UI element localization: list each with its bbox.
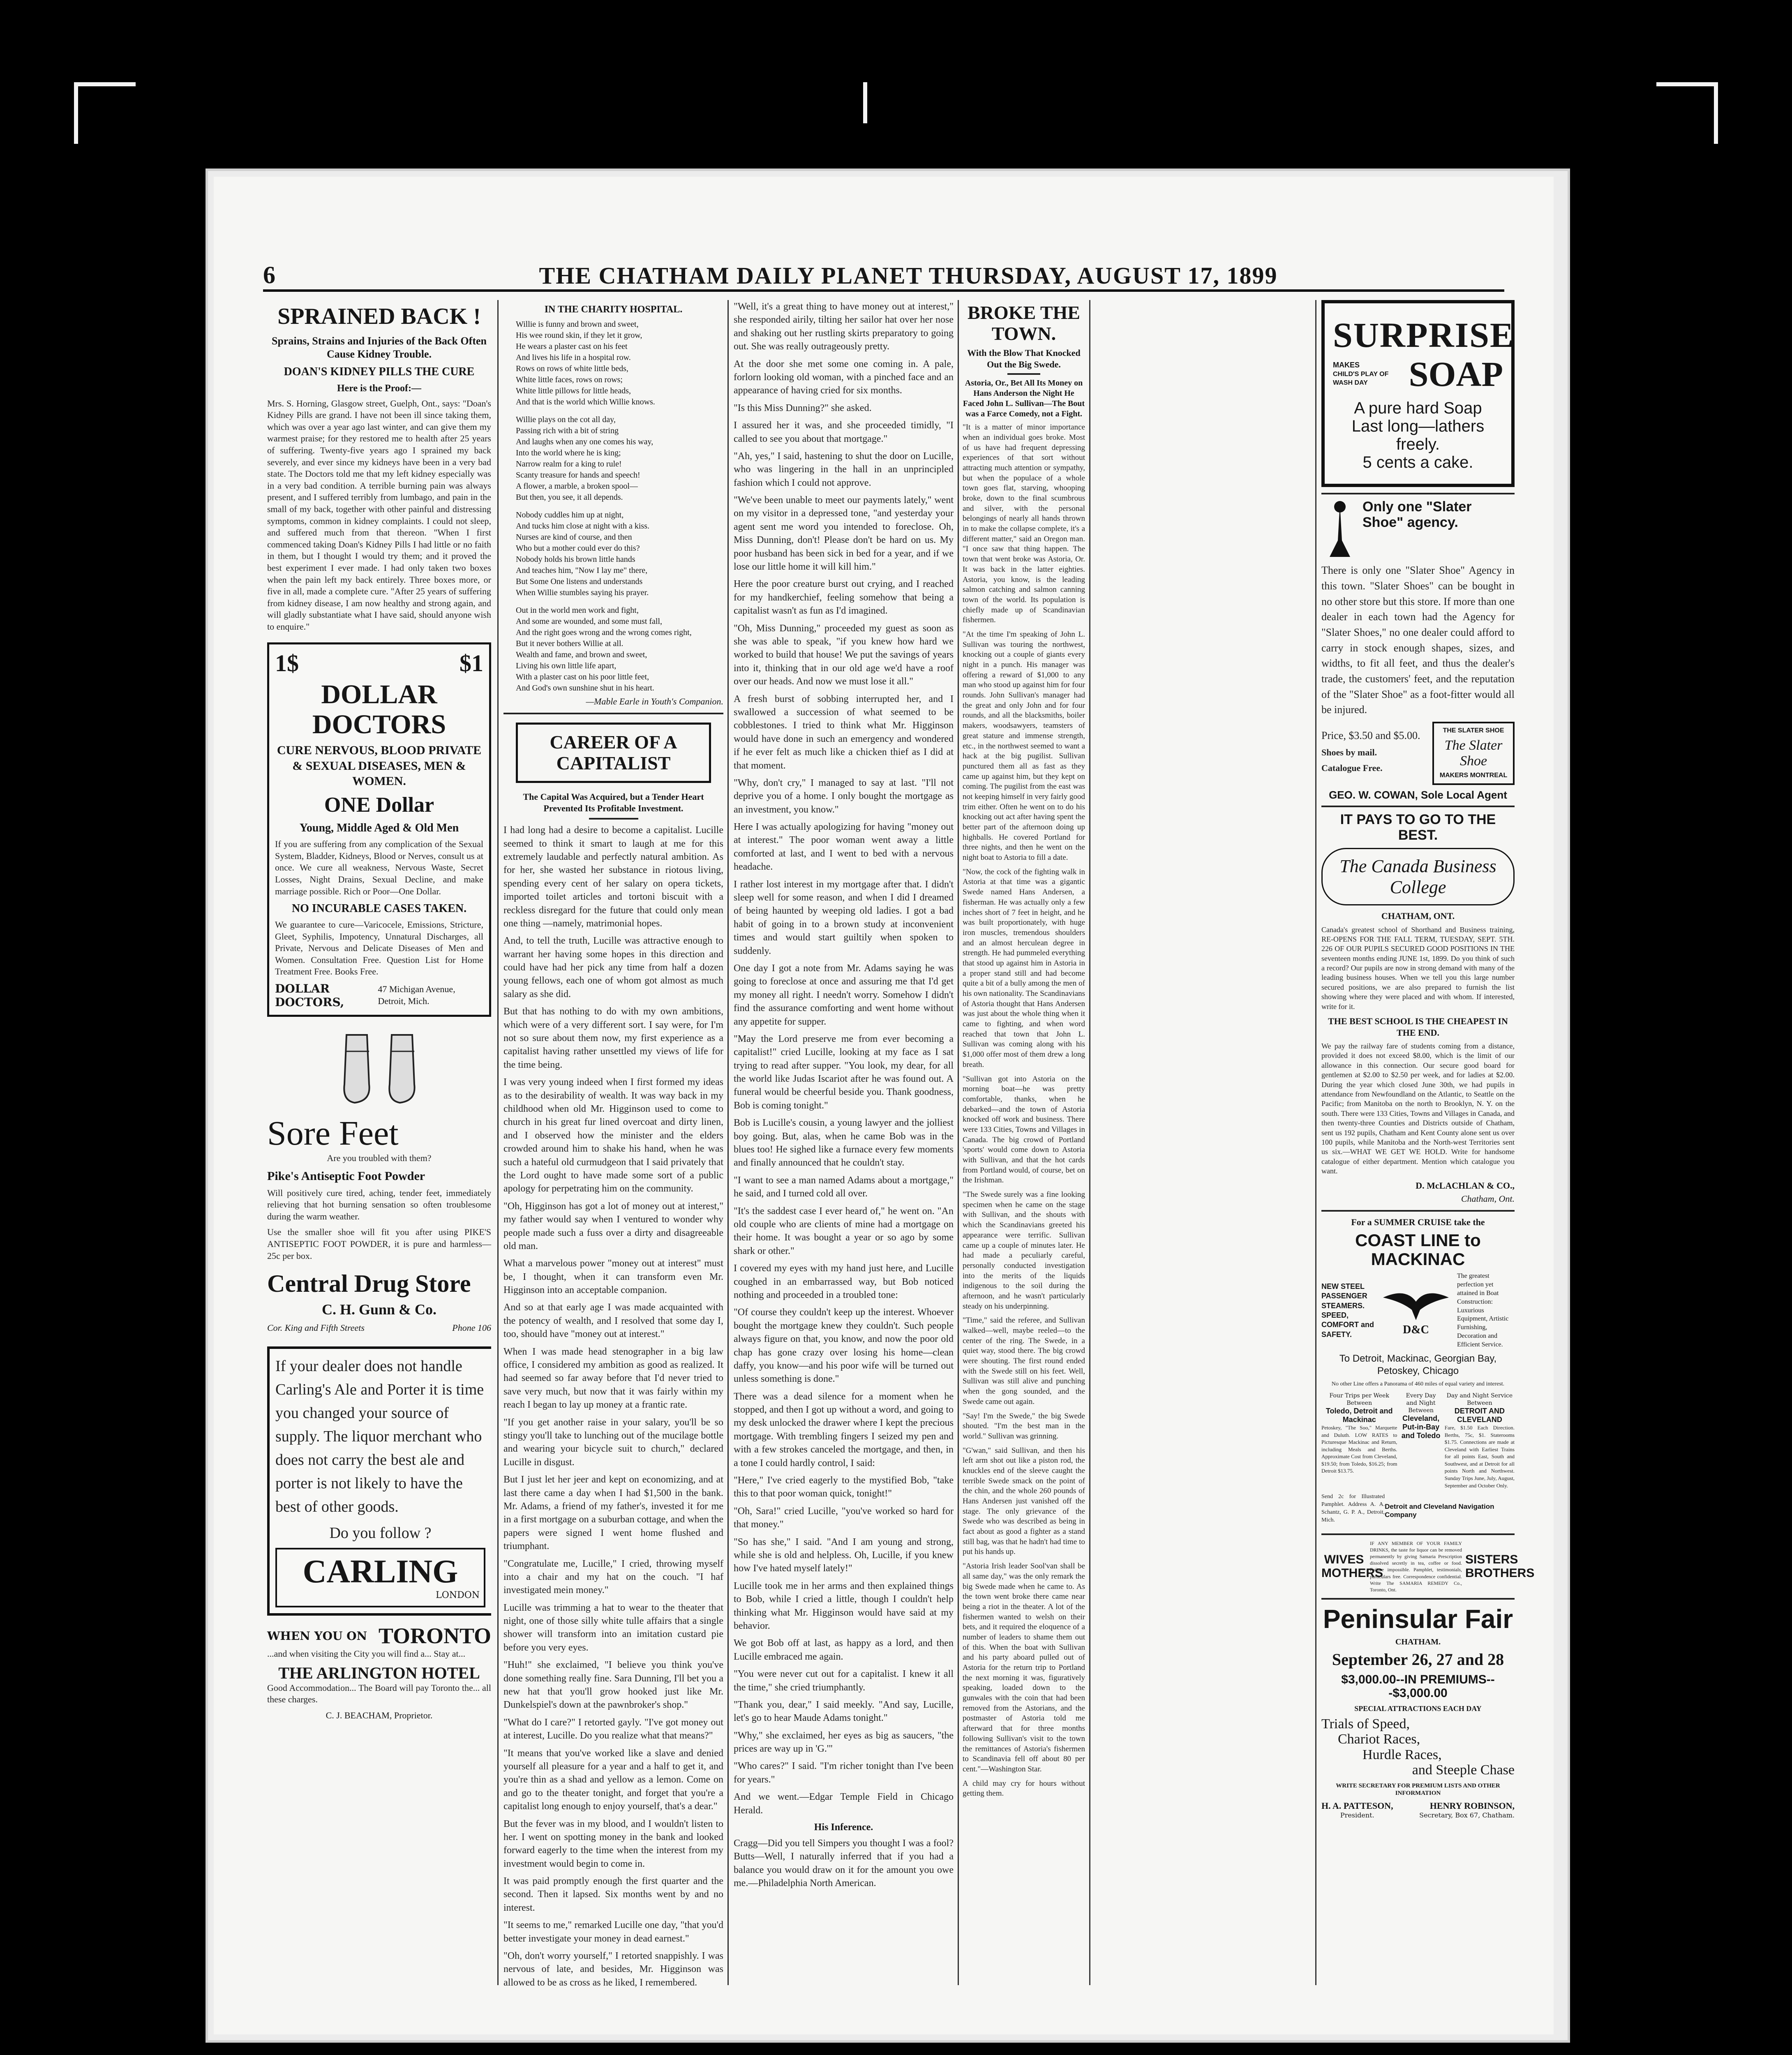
career-paragraph: But the fever was in my blood, and I wouldn't listen to her. I went on spotting money in the bank and looked forward eagerly to the time when the interest from my investment would begin to come in. [503, 1818, 723, 1869]
career-continued: "Thank you, dear," I said meekly. "And say, Lucille, let's go to hear Maude Adams tonight." [734, 1699, 954, 1724]
college-logo [1321, 848, 1515, 905]
sprained-body: Mrs. S. Horning, Glasgow street, Guelph, Ont., says: "Doan's Kidney Pills are grand. I have not been ill since taking them, which was over a year ago last winter, and can give them my warmest praise; for they restored me to health after 25 years of suffering. Twenty-five years ago I sprained my back severely, and ever since my kidneys have been in a very bad state. The Doctors told me that my left kidney especially was in a very bad condition. A terrible burning pain was always present, and I suffered terribly from lumbago, and pain in the small of my back, together with other painful and distressing symptoms, common in kidney complaints. I could not sleep, and suffered much from that thereon. "When I first commenced taking Doan's Kidney Pills I had little or no faith in them, but I thought I would try them; and it proved the best experiment I ever made. I had only taken two boxes when the pain left my back entirely. Three boxes more, or five in all, made a complete cure. "After 25 years of suffering from kidney disease, I am now healthy and strong again, and will gladly substantiate what I have said, should anyone wish to enquire." [267, 398, 491, 632]
career-paragraph: "If you get another raise in your salary, you'll be so stingy you'll take to lunching out of the mucilage bottle and wearing your bicycle suit to church," declared Lucille in disgust. [503, 1417, 723, 1468]
poem-line: Who but a mother could ever do this? [516, 544, 640, 553]
fair-title: Peninsular Fair [1323, 1604, 1513, 1634]
career-continued: "Oh, Sara!" cried Lucille, "you've worked so hard for that money." [734, 1505, 954, 1530]
surprise-line1: A pure hard Soap [1354, 399, 1482, 418]
mackinac-send: Send 2c for Illustrated Pamphlet. Address A. A. Schantz, G. P. A., Detroit, Mich. [1321, 1494, 1385, 1523]
college-signature-city: Chatham, Ont. [1461, 1193, 1515, 1204]
page-number: 6 [263, 261, 275, 289]
divider [503, 713, 723, 714]
cure-list: We guarantee to cure—Varicocele, Emissions, Stricture, Gleet, Syphilis, Impotency, Unnatural Discharges, all Private, Nervous and Delicate Diseases of Men and Women. Consultation Free. Question List for Home Treatment Free. Books Free. [275, 919, 483, 977]
career-continued: A fresh burst of sobbing interrupted her, and I swallowed a succession of what seemed to be cobblestones. I tried to think what Mr. Higginson would have done in such an emergency and wondered if he ever felt as much like a chicken thief as I did at that moment. [734, 693, 954, 771]
career-paragraph: "Oh, don't worry yourself," I retorted snappishly. I was nervous of late, and besides, Mr. Higginson was allowed to be as cross as he liked, I remembered. [503, 1951, 723, 1988]
poem-line: White little faces, rows on rows; [516, 375, 623, 384]
crop-mark [74, 82, 78, 144]
sprained-back-headline: SPRAINED BACK ! [277, 304, 481, 329]
crop-mark [863, 82, 867, 123]
fair-city: CHATHAM. [1395, 1637, 1441, 1646]
career-continued: Here I was actually apologizing for having "money out at interest." The poor woman went away a little comforted at last, and I went to bed with a nervous headache. [734, 822, 954, 873]
poem-line: Rows on rows of white little beds, [516, 364, 628, 373]
career-continued: I assured her it was, and she proceeded timidly, "I called to see you about that mortgage." [734, 420, 954, 444]
arlington-toronto: TORONTO [378, 1623, 491, 1648]
broke-town-paragraph: "Time," said the referee, and Sullivan walked—well, maybe reeled—to the center of the ring. The Swede, in a quiet way, stood there. The big crowd were shouting. The first round ended with the Swede still on his feet. Well, Sullivan was still alive and punching when the gong sounded, and the Swede came out again. [963, 1316, 1085, 1406]
carling-logo [275, 1548, 485, 1607]
career-continued: "Here," I've cried eagerly to the mystified Bob, "take this to that poor woman quick, tonight!" [734, 1475, 954, 1499]
poem-line: And some are wounded, and some must fall, [516, 617, 663, 626]
poem-line: His wee round skin, if they let it grow, [516, 331, 642, 340]
career-headline: CAREER OF A CAPITALIST [550, 732, 677, 774]
career-paragraph: It was paid promptly enough the first quarter and the second. Then it lapsed. Six months went by and no interest. [503, 1876, 723, 1913]
samaria-ad [1321, 1540, 1535, 1593]
career-paragraph: But I just let her jeer and kept on economizing, and at last there came a day when I had $1,500 in the bank. Mr. Adams, a friend of my father's, invested it for me in a first mortgage on a suburban cottage, and when the papers were signed I went home flushed and triumphant. [503, 1474, 723, 1552]
column-1 [267, 300, 491, 1985]
sprained-subheadline: Sprains, Strains and Injuries of the Back Often Cause Kidney Trouble. [272, 335, 487, 360]
career-continued: "May the Lord preserve me from ever becoming a capitalist!" cried Lucille, looking at my face as I sat trying to read after supper. "You look, my dear, for all the world like Judas Iscariot after he was found out. A funeral would be cheerful beside you. Thank goodness, Bob is coming tonight." [734, 1033, 954, 1111]
no-incurable-heading: NO INCURABLE CASES TAKEN. [291, 902, 467, 915]
fair-premiums: $3,000.00--IN PREMIUMS---$3,000.00 [1341, 1672, 1495, 1700]
poem-line: And laughs when any one comes his way, [516, 437, 654, 446]
surprise-title: SURPRISE [1333, 315, 1515, 355]
poem-line: But then, you see, it all depends. [516, 493, 623, 502]
slater-mail: Shoes by mail. [1321, 747, 1377, 757]
fair-special: SPECIAL ATTRACTIONS EACH DAY [1354, 1704, 1482, 1713]
column-3 [734, 300, 954, 1985]
column-4 [963, 300, 1085, 1985]
business-headline: IT PAYS TO GO TO THE BEST. [1340, 812, 1496, 843]
poem-line: A flower, a marble, a broken spool— [516, 482, 638, 491]
fair-write: WRITE SECRETARY FOR PREMIUM LISTS AND OTHER INFORMATION [1336, 1782, 1500, 1797]
poem-line: And tucks him close at night with a kiss. [516, 522, 649, 531]
poem-lines [503, 319, 723, 694]
slater-catalogue: Catalogue Free. [1321, 763, 1383, 774]
poem-line: Willie is funny and brown and sweet, [516, 320, 639, 329]
career-continued: "Who cares?" I said. "I'm richer tonight than I've been for years." [734, 1761, 954, 1785]
carling-question: Do you follow ? [329, 1524, 432, 1542]
sore-feet-question: Are you troubled with them? [327, 1153, 432, 1164]
route3-body: Fare, $1.50 Each Direction. Berths, 75c, $1. Staterooms $1.75. Connections are made at Cleveland with Earliest Trains for all points East, South and Southwest, and at Detroit for all points North and Northwest. Sunday Trips June, July, August, September and October Only. [1444, 1425, 1515, 1489]
college-cheapest: THE BEST SCHOOL IS THE CHEAPEST IN THE END. [1328, 1016, 1508, 1038]
column-rule [497, 300, 499, 1985]
business-college-ad [1321, 812, 1515, 1204]
column-rule [1315, 300, 1316, 1985]
slater-headline: Only one "Slater Shoe" agency. [1362, 499, 1472, 530]
career-paragraph: What a marvelous power "money out at interest" must be, I thought, when it can transform even Mr. Higginson into an acceptable companion. [503, 1258, 723, 1296]
career-continued: "You were never cut out for a capitalist. I knew it all the time," she cried triumphantly. [734, 1669, 954, 1693]
poem-title: IN THE CHARITY HOSPITAL. [544, 304, 683, 315]
poem-line: With a plaster cast on his poor little feet, [516, 672, 649, 681]
divider [1007, 373, 1040, 375]
career-paragraph: And, to tell the truth, Lucille was attractive enough to warrant her having some hopes in this direction and could have had her pick any time from half a dozen young fellows, each one of whom got almost as much salary as she did. [503, 935, 723, 1000]
surprise-soap-ad [1321, 300, 1515, 487]
pikes-powder-name: Pike's Antiseptic Foot Powder [267, 1169, 425, 1183]
slater-logo-top: THE SLATER SHOE [1443, 727, 1504, 734]
career-paragraph: But that has nothing to do with my own ambitions, which were of a very different sort. I say were, for I'm not so sure about them now, my first experience as a capitalist having rather unsettled my views of life for the time being. [503, 1006, 723, 1070]
proof-heading: Here is the Proof:— [337, 383, 422, 394]
mackinac-left: NEW STEEL PASSENGER STEAMERS. SPEED, COMFORT and SAFETY. [1321, 1282, 1374, 1339]
poem-line: And teaches him, "Now I lay me" there, [516, 566, 648, 575]
career-paragraph: Lucille was trimming a hat to wear to the theater that night, one of those silly white tulle affairs that a single shower will transform into an imitation custard pie before you very eyes. [503, 1602, 723, 1653]
dollar-doctors-ad [267, 642, 491, 1017]
poem-line: Willie plays on the cot all day, [516, 415, 616, 424]
poem-line: Into the world where he is king; [516, 448, 621, 457]
poem-line: And the right goes wrong and the wrong comes right, [516, 628, 692, 637]
broke-town-paragraph: "Astoria Irish leader Sool'van shall be all same day," was the only remark the big Swede made when he came to. As the town went broke there came near being a riot in the theater. A lot of the fishermen wanted to welsh on their bets, and it required the eloquence of a number of leaders to shame them out of this. When the boat with Sullivan and his party aboard pulled out of Astoria for the return trip to Portland the next morning it was, figuratively speaking, loaded down to the gunwales with the coin that had been removed from the Astorians, and the postmaster of Astoria told me afterward that for three months following Sullivan's visit to the town the remittances of Astoria's fishermen to Scandinavia fell off about 80 per cent."—Washington Star. [963, 1562, 1085, 1773]
career-continued: Bob is Lucille's cousin, a young lawyer and the jolliest boy going. But, alas, when he came Bob was in the blues too! He sighed like a furnace every few moments and finally announced that he couldn't stay. [734, 1118, 954, 1168]
career-subheadline: The Capital Was Acquired, but a Tender Heart Prevented Its Profitable Investment. [523, 792, 704, 813]
college-logo-script: The Canada Business College [1339, 856, 1496, 898]
career-continued: I covered my eyes with my hand just here, and Lucille coughed in an embarrassed way, but Bob noticed nothing and proceeded in a troubled tone: [734, 1263, 954, 1300]
career-paragraph: "It seems to me," remarked Lucille one day, "that you'd better investigate your money in dead earnest." [503, 1920, 723, 1944]
dollar-doctors-name: DOLLAR DOCTORS, [275, 982, 344, 1009]
career-paragraph: When I was made head stenographer in a big law office, I considered my ambition as good as realized. It had seemed so far away before that I'd never tried to save very much, but now that it was fairly within my reach I began to lay up money at a frantic rate. [503, 1346, 723, 1411]
poem-line: Out in the world men work and fight, [516, 606, 639, 615]
crop-mark [74, 82, 136, 86]
route2-title: Cleveland, Put-in-Bay and Toledo [1401, 1414, 1441, 1440]
audience-heading: Young, Middle Aged & Old Men [299, 822, 459, 835]
arlington-hotel-name: THE ARLINGTON HOTEL [278, 1663, 480, 1682]
career-continued: "Is this Miss Dunning?" she asked. [734, 402, 872, 413]
crop-mark [1656, 82, 1718, 86]
poem-line: Living his own little life apart, [516, 661, 617, 670]
career-continued: "Why, don't cry," I managed to say at last. "I'll not deprive you of a home. I only bought the mortgage as an investment, you know." [734, 777, 954, 815]
inference-body: Cragg—Did you tell Simpers you thought I was a fool? Butts—Well, I naturally inferred that if you had a balance you would draw on it for the amount you owe me.—Philadelphia North American. [734, 1838, 954, 1889]
arlington-line3: ...and when visiting the City you will find a... Stay at... [267, 1649, 466, 1659]
route1-body: Petoskey, "The Soo," Marquette and Duluth. LOW RATES to Picturesque Mackinac and Return, including Meals and Berths. Approximate Cost from Cleveland, $19.50; from Toledo, $16.25; from Detroit $13.75. [1321, 1425, 1397, 1474]
childs-play-label: CHILD'S PLAY OF WASH DAY [1333, 370, 1389, 386]
career-continued: "Well, it's a great thing to have money out at interest," she responded airily, tilting her sailor hat over her nose and shaking out her rustling skirts preparatory to going out. She was really outrageously pretty. [734, 301, 954, 352]
carling-logo-sub: LONDON [436, 1590, 480, 1601]
arlington-hotel-ad [267, 1624, 491, 1722]
poem-line: Passing rich with a bit of string [516, 426, 619, 435]
divider [1321, 806, 1515, 807]
route1-head: Four Trips per Week Between [1329, 1392, 1389, 1406]
route3-head: Day and Night Service Between [1446, 1392, 1513, 1406]
dollar-cure-line: CURE NERVOUS, BLOOD PRIVATE & SEXUAL DISEASES, MEN & WOMEN. [277, 743, 482, 788]
career-continued: We got Bob off at last, as happy as a lord, and then Lucille embraced me again. [734, 1638, 954, 1662]
mackinac-title: COAST LINE to MACKINAC [1355, 1231, 1481, 1269]
slater-agent: GEO. W. COWAN, Sole Local Agent [1329, 788, 1507, 801]
college-city: CHATHAM, ONT. [1381, 911, 1455, 921]
price-right: $1 [460, 650, 483, 677]
inference-title: His Inference. [814, 1822, 873, 1833]
poem-line: When Willie stumbles saying his prayer. [516, 588, 649, 597]
career-continued: "Of course they couldn't keep up the interest. Whoever bought the mortgage knew they couldn't. Such people always figure on that, you know, and now the poor old chap has gone crazy over losing his home—clean daffy, you know—and his poor wife will be turned out unless something is done." [734, 1307, 954, 1385]
slater-body: There is only one "Slater Shoe" Agency in this town. "Slater Shoes" can be bought in no other store but this store. If more than one dealer in each town had the Agency for "Slater Shoes," no one dealer could afford to carry in stock enough shapes, sizes, and widths, to fit all feet, and thus the dealer's trade, the customers' feet, and the reputation of the "Slater Shoe" as a foot-fitter would all be injured. [1321, 564, 1515, 716]
career-continued: Lucille took me in her arms and then explained things to Bob, while I cried a little, though I couldn't help thinking what Mr. Higginson would have said at my behavior. [734, 1580, 954, 1631]
career-headline-box [516, 723, 711, 783]
slater-shoe-ad [1321, 499, 1515, 801]
column-rule [958, 300, 959, 1985]
doans-cure-heading: DOAN'S KIDNEY PILLS THE CURE [284, 365, 475, 378]
newspaper-title: THE CHATHAM DAILY PLANET THURSDAY, AUGUST 17, 1899 [539, 262, 1278, 289]
broke-town-paragraph: "The Swede surely was a fine looking specimen when he came on the stage with Sullivan, and the shouts with which the Scandinavians greeted his appearance were terrific. Sullivan came up a couple of minutes later. He had made a peculiarly careful, personally conducted investigation into the merits of the liquids indigenous to the soil during the afternoon, and he wasn't particularly steady on his underpinning. [963, 1190, 1085, 1311]
career-paragraph: "Oh, Higginson has got a lot of money out at interest," my father would say when I ventured to wonder why people made such a fuss over a dirty and disagreeable old man. [503, 1201, 723, 1251]
broke-town-paragraph: A child may cry for hours without getting them. [963, 1779, 1085, 1798]
carling-ad [267, 1346, 491, 1616]
career-paragraph: "What do I care?" I retorted gayly. "I've got money out at interest, Lucille. Do you realize what that means?" [503, 1717, 723, 1741]
college-signature: D. McLACHLAN & CO., [1416, 1180, 1515, 1191]
arlington-manager: C. J. BEACHAM, Proprietor. [326, 1710, 433, 1720]
broke-town-paragraph: "Say! I'm the Swede," the big Swede shouted. "I'm the best man in the world." Sullivan was grinning. [963, 1411, 1085, 1441]
fair-line3: Hurdle Races, [1362, 1747, 1442, 1762]
divider [1321, 1598, 1515, 1600]
peninsular-fair-ad [1321, 1605, 1515, 1820]
central-phone: Phone 106 [452, 1323, 491, 1333]
poem-line: But Some One listens and understands [516, 577, 643, 586]
poem-line: Nurses are kind of course, and then [516, 533, 632, 542]
poem-line: He wears a plaster cast on his feet [516, 342, 628, 351]
college-body: We pay the railway fare of students coming from a distance, provided it does not exceed $8.00, which is the limit of our allowance in this connection. Our secure good board for gentlemen at $2.00 to $2.50 per week, and for ladies at $2.00. During the year which closed June 30th, we had pupils in attendance from Newfoundland on the Atlantic, to Seattle on the Pacific; from Manitoba on the north to Brooklyn, N. Y. on the south. There were 133 Cities, Towns and Villages in Canada, and then twenty-three Counties and Districts outside of Chatham, sent us 192 pupils, Chatham and Kent County alone sent us over 100 pupils, while Manitoba and the North-west Territories sent us six.—WHAT WE GET WE HOLD. Write for handsome catalogue of either department. Mention which catalogue you want. [1321, 1042, 1515, 1175]
poem-line: Narrow realm for a king to rule! [516, 459, 622, 469]
central-drug-store: Central Drug Store [267, 1270, 471, 1298]
fair-president-title: President. [1340, 1811, 1374, 1819]
poem-line: And God's own sunshine shut in his heart. [516, 683, 654, 693]
poem-line: And that is the world which Willie knows. [516, 397, 655, 406]
slater-logo-bottom: MAKERS MONTREAL [1439, 771, 1508, 779]
shoe-figure-icon [1321, 499, 1358, 563]
mackinac-top: For a SUMMER CRUISE take the [1351, 1217, 1485, 1227]
fair-secretary: HENRY ROBINSON, [1429, 1801, 1515, 1811]
column-5-ads [1321, 300, 1535, 1985]
column-2 [503, 300, 723, 1988]
divider [589, 818, 638, 820]
poem-line: Nobody holds his brown little hands [516, 555, 635, 564]
dollar-doctors-title: DOLLAR DOCTORS [312, 679, 446, 739]
eagle-logo [1381, 1285, 1451, 1337]
dollar-body: If you are suffering from any complication of the Sexual System, Bladder, Kidneys, Blood or Nerves, consult us at once. We cure all weakness, Nervous Waste, Secret Losses, Night Drains, Sexual Decline, and make marriage possible. Rich or Poor—One Dollar. [275, 839, 483, 896]
college-intro: Canada's greatest school of Shorthand and Business training, RE-OPENS FOR THE FALL TERM, TUESDAY, SEPT. 5TH. 226 OF OUR PUPILS SECURED GOOD POSITIONS IN THE seventeen months ending JUNE 1st, 1899. Do you think of such a record? Our pupils are now in strong demand with many of the leading business houses. When we tell you this large number secured positions, we are also prepared to furnish the list showing where they were placed and with whom. If interested, write for it. [1321, 925, 1515, 1011]
route1-title: Toledo, Detroit and Mackinac [1326, 1407, 1393, 1424]
broke-town-paragraph: "At the time I'm speaking of John L. Sullivan was touring the northwest, knocking out a couple of giants every night in a punch. His manager was offering a reward of $1,000 to any man who stood up against him for four rounds. John Sullivan's manager had the great and only John and for four rounds, and all the blacksmiths, boiler makers, woodsawyers, teamsters of great stature and immense strength, etc., in the northwest seemed to want a hack at the big pugilist. Sullivan punctured them all as fast as they came up against him, but they kept on coming. The pugilist from the east was not keeping himself in very fairly good trim either. Often he went on to do his knocking out act after having spent the better part of the afternoon doing up highballs. He covered Portland for three nights, and then he went on the night boat to Astoria to fill a date. [963, 630, 1085, 862]
career-paragraph: "Huh!" she exclaimed, "I believe you think you've done something really fine. Sara Dunning, I'll bet you a new hat that you'll grow hooked just like Mr. Dunkelspiel's down at the pawnbroker's shop." [503, 1660, 723, 1711]
broke-town-paragraph: "Now, the cock of the fighting walk in Astoria at that time was a gigantic Swede named Hans Andersen, a fisherman. He was actually only a few inches short of 7 feet in height, and he was built proportionately, with huge iron muscles, tremendous shoulders and an almost herculean degree in strength. He had pummeled everything that stood up against him in Astoria in a proper stand still and had become quite a bit of a bully among the men of his own nationality. The Scandinavians of Astoria thought that Hans Andersen was just about the whole thing when it came to fighting, and when word reached that town that John L. Sullivan was coming along with his $1,000 offer most of them drew a long breath. [963, 867, 1085, 1069]
career-paragraph: And so at that early age I was made acquainted with the potency of wealth, and I resolved that some day I, too, should have "money out at interest." [503, 1302, 723, 1340]
sore-feet-usage: Use the smaller shoe will fit you after using PIKE'S ANTISEPTIC FOOT POWDER, it is pure and harmless—25c per box. [267, 1227, 491, 1261]
career-continued: There was a dead silence for a moment when he stopped, and then I got up without a word, and going to my desk unlocked the drawer where I kept the precious mortgage. With trembling fingers I seized my pen and with a few strokes canceled the mortgage, and then, in a tone I could hardly control, I said: [734, 1391, 954, 1469]
dc-logo-text: D&C [1403, 1323, 1429, 1336]
poem-line: And lives his life in a hospital row. [516, 353, 631, 362]
slater-logo [1432, 722, 1515, 785]
career-continued: "Oh, Miss Dunning," proceeded my guest as soon as she was able to speak, "if you knew how hard we worked to build that house! We put the savings of years into it, thinking that in our old age we'd have a roof over our heads. And now we must lose it all." [734, 623, 954, 687]
samaria-body: IF ANY MEMBER OF YOUR FAMILY DRINKS, the taste for liquor can be removed permanently by giving Samaria Prescription dissolved secretly in tea, coffee or food. Failure impossible. Pamphlet, testimonials, particulars free. Correspondence confidential. Write The SAMARIA REMEDY Co., Toronto, Ont. [1370, 1540, 1462, 1593]
mackinac-no-other: No other Line offers a Panorama of 460 miles of equal variety and interest. [1331, 1381, 1505, 1387]
poem-line: But it never bothers Willie at all. [516, 639, 624, 648]
career-continued: "Why," she exclaimed, her eyes as big as saucers, "the prices are way up in 'G.'" [734, 1730, 954, 1755]
price-left: 1$ [275, 650, 299, 677]
carling-logo-text: CARLING [303, 1554, 458, 1590]
crop-mark [1714, 82, 1718, 144]
poem-line: White little pillows for little heads, [516, 386, 631, 395]
masthead [263, 259, 1504, 292]
broke-town-sub1: With the Blow That Knocked Out the Big Swede. [967, 348, 1081, 369]
broke-town-paragraph: "It is a matter of minor importance when an individual goes broke. Most of us have had frequent depressing experiences of that sort without attracting much attention or sympathy, but when the populace of a whole town goes flat, starving, whooping broke, down to the final scumbrous and silver, with the personal belongings of nearly all hands thrown in to make the collapse complete, it's a different matter," said an Oregon man. "I once saw that thing happen. The town that went broke was Astoria, Or. It was back in the latter eighties. Astoria, you know, is the leading salmon catching and salmon canning town of the world. Its population is chiefly made up of Scandinavian fishermen. [963, 423, 1085, 625]
sore-feet-title: Sore Feet [267, 1114, 399, 1153]
career-continued: "Ah, yes," I said, hastening to shut the door on Lucille, who was lingering in the hall in an unprincipled fashion which I could not approve. [734, 450, 954, 488]
career-continued: I rather lost interest in my mortgage after that. I didn't sleep well for some reason, and when I did I dreamed of being haunted by weeping old ladies. I got a bad habit of going in to a brown study at inconvenient times and would start guiltily when spoken to suddenly. [734, 879, 954, 956]
divider [1321, 493, 1515, 494]
broke-town-paragraph: "G'wan," said Sullivan, and then his left arm shot out like a piston rod, the knuckles end of the sleeve caught the terrible Swede smack on the point of the chin, and the whole 260 pounds of Hans Andersen just vanished off the stage. The only grievance of the Swede who was described as being in fact about as good a fighter as a stand still bag, was that he hadn't had time to put his hands up. [963, 1446, 1085, 1556]
career-paragraph: I was very young indeed when I first formed my ideas as to the desirability of wealth. It was way back in my childhood when old Mr. Higginson used to come to church in his great fur lined overcoat and dirty linen, and I observed how the minister and the elders crowded around him to shake his hand, when he was such a hateful old curmudgeon that I said privately that the Lord ought to have made some sort of a public apology for perpetrating him on the community. [503, 1077, 723, 1194]
career-continued: And we went.—Edgar Temple Field in Chicago Herald. [734, 1792, 954, 1816]
fair-secretary-title: Secretary, Box 67, Chatham. [1419, 1811, 1515, 1819]
carling-body: If your dealer does not handle Carling's Ale and Porter it is time you changed your source of supply. The liquor merchant who does not carry the best ale and porter is not likely to have the best of other goods. [275, 1357, 484, 1515]
fair-line1: Trials of Speed, [1321, 1716, 1410, 1732]
career-continued: "I want to see a man named Adams about a mortgage," he said, and I turned cold all over. [734, 1175, 954, 1199]
career-continued: "We've been unable to meet our payments lately," went on my visitor in a depressed tone, "and yesterday your agent sent me word you intended to foreclose. Oh, Miss Dunning, don't! Please don't be hard on us. My poor husband has been sick in bed for a year, and if we lose our little home it will kill him." [734, 495, 954, 573]
career-continued: At the door she met some one coming in. A pale, forlorn looking old woman, with a pinched face and an appearance of having cried for six months. [734, 358, 954, 396]
column-rule [727, 300, 729, 1985]
divider [1321, 1210, 1515, 1212]
column-rule [1089, 300, 1090, 1985]
makes-label: MAKES [1333, 361, 1360, 369]
route2-head: Every Day and Night Between [1406, 1392, 1436, 1414]
poem-line: Wealth and fame, and brown and sweet, [516, 650, 647, 659]
broke-town-headline: BROKE THE TOWN. [968, 302, 1080, 344]
mackinac-company: Detroit and Cleveland Navigation Company [1385, 1502, 1494, 1519]
surprise-line2: Last long—lathers freely. [1351, 417, 1485, 454]
career-continued: Here the poor creature burst out crying, and I reached for my handkerchief, feeling somehow that being a capitalist wasn't as fun as I'd imagined. [734, 579, 954, 616]
career-continued: One day I got a note from Mr. Adams saying he was going to foreclose at once and assuring me that I'd get my money all right. I needn't worry. Somehow I didn't find the assurance comforting and went home without any appetite for supper. [734, 963, 954, 1027]
one-dollar-label: ONE Dollar [324, 793, 434, 817]
wives-mothers: WIVES MOTHERS [1321, 1553, 1383, 1580]
mackinac-right: The greatest perfection yet attained in Boat Construction: Luxurious Equipment, Artistic Furnishing, Decoration and Efficient Service. [1457, 1272, 1509, 1348]
feet-illustration [330, 1027, 429, 1111]
route3-title: DETROIT AND CLEVELAND [1454, 1407, 1505, 1424]
mackinac-destinations: To Detroit, Mackinac, Georgian Bay, Petoskey, Chicago [1339, 1353, 1497, 1376]
slater-logo-script: The Slater Shoe [1444, 737, 1503, 769]
soap-word: SOAP [1409, 354, 1503, 394]
slater-price: Price, $3.50 and $5.00. [1321, 729, 1420, 741]
career-paragraph: "Congratulate me, Lucille," I cried, throwing myself into a chair and my hat on the couch. "I haf investigated mein money." [503, 1558, 723, 1596]
broke-town-paragraph: "Sullivan got into Astoria on the morning boat—he was pretty comfortable, thanks, when he debarked—and the town of Astoria knocked off work and business. There were 133 Cities, Towns and Villages in Canada. The big crowd of Portland 'sports' would come down to Astoria with Sullivan, and that the hot cards from Portland would, of course, bet on the Irishman. [963, 1074, 1085, 1185]
poem-credit: —Mable Earle in Youth's Companion. [586, 696, 723, 707]
fair-line4: and Steeple Chase [1412, 1762, 1515, 1778]
career-paragraph: I had long had a desire to become a capitalist. Lucille seemed to think it smart to laugh at me for this extremely laudable and perfectly natural ambition. As for her, she wasted her substance in riotous living, spending every cent of her salary on opera tickets, imported toilet articles and tortoni biscuit with a reckless disregard for the future that could only mean one thing —namely, matrimonial hopes. [503, 825, 723, 929]
fair-line2: Chariot Races, [1338, 1732, 1420, 1747]
mackinac-ad [1321, 1217, 1515, 1529]
sore-feet-body: Will positively cure tired, aching, tender feet, immediately relieving that hot burning sensation so often troublesome during the warm weather. [267, 1187, 491, 1221]
arlington-line1: WHEN YOU ON [267, 1629, 367, 1643]
dollar-doctors-address: 47 Michigan Avenue, Detroit, Mich. [378, 984, 455, 1007]
surprise-line3: 5 cents a cake. [1362, 453, 1473, 472]
sisters-brothers: SISTERS BROTHERS [1465, 1553, 1535, 1580]
fair-president: H. A. PATTESON, [1321, 1801, 1393, 1811]
fair-dates: September 26, 27 and 28 [1332, 1650, 1504, 1669]
central-address: Cor. King and Fifth Streets [267, 1323, 365, 1333]
arlington-line4: Good Accommodation... The Board will pay Toronto the... all these charges. [267, 1682, 491, 1705]
career-continued: "So has she," I said. "And I am young and strong, while she is old and helpless. Oh, Lucille, if you knew how I've hated myself lately!" [734, 1536, 954, 1574]
poem-line: Scanty treasure for hands and speech! [516, 471, 640, 480]
broke-town-sub2: Astoria, Or., Bet All Its Money on Hans Anderson the Night He Faced John L. Sullivan—The Bout was a Farce Comedy, not a Fight. [963, 379, 1085, 419]
career-paragraph: "It means that you've worked like a slave and denied yourself all pleasure for a year and a half to get it, and you're thin as a shad and yellow as a lemon. Come on and go to the theater tonight, and forget that you're a capitalist long enough to enjoy yourself, that's a dear." [503, 1748, 723, 1812]
central-proprietor: C. H. Gunn & Co. [321, 1301, 437, 1318]
newspaper-page [214, 177, 1554, 2034]
poem-line: Nobody cuddles him up at night, [516, 510, 624, 520]
career-continued: "It's the saddest case I ever heard of," he went on. "An old couple who are clients of mine had a mortgage on their home. It was bought a year or so ago by some shark or other." [734, 1205, 954, 1256]
divider [1321, 1533, 1515, 1535]
